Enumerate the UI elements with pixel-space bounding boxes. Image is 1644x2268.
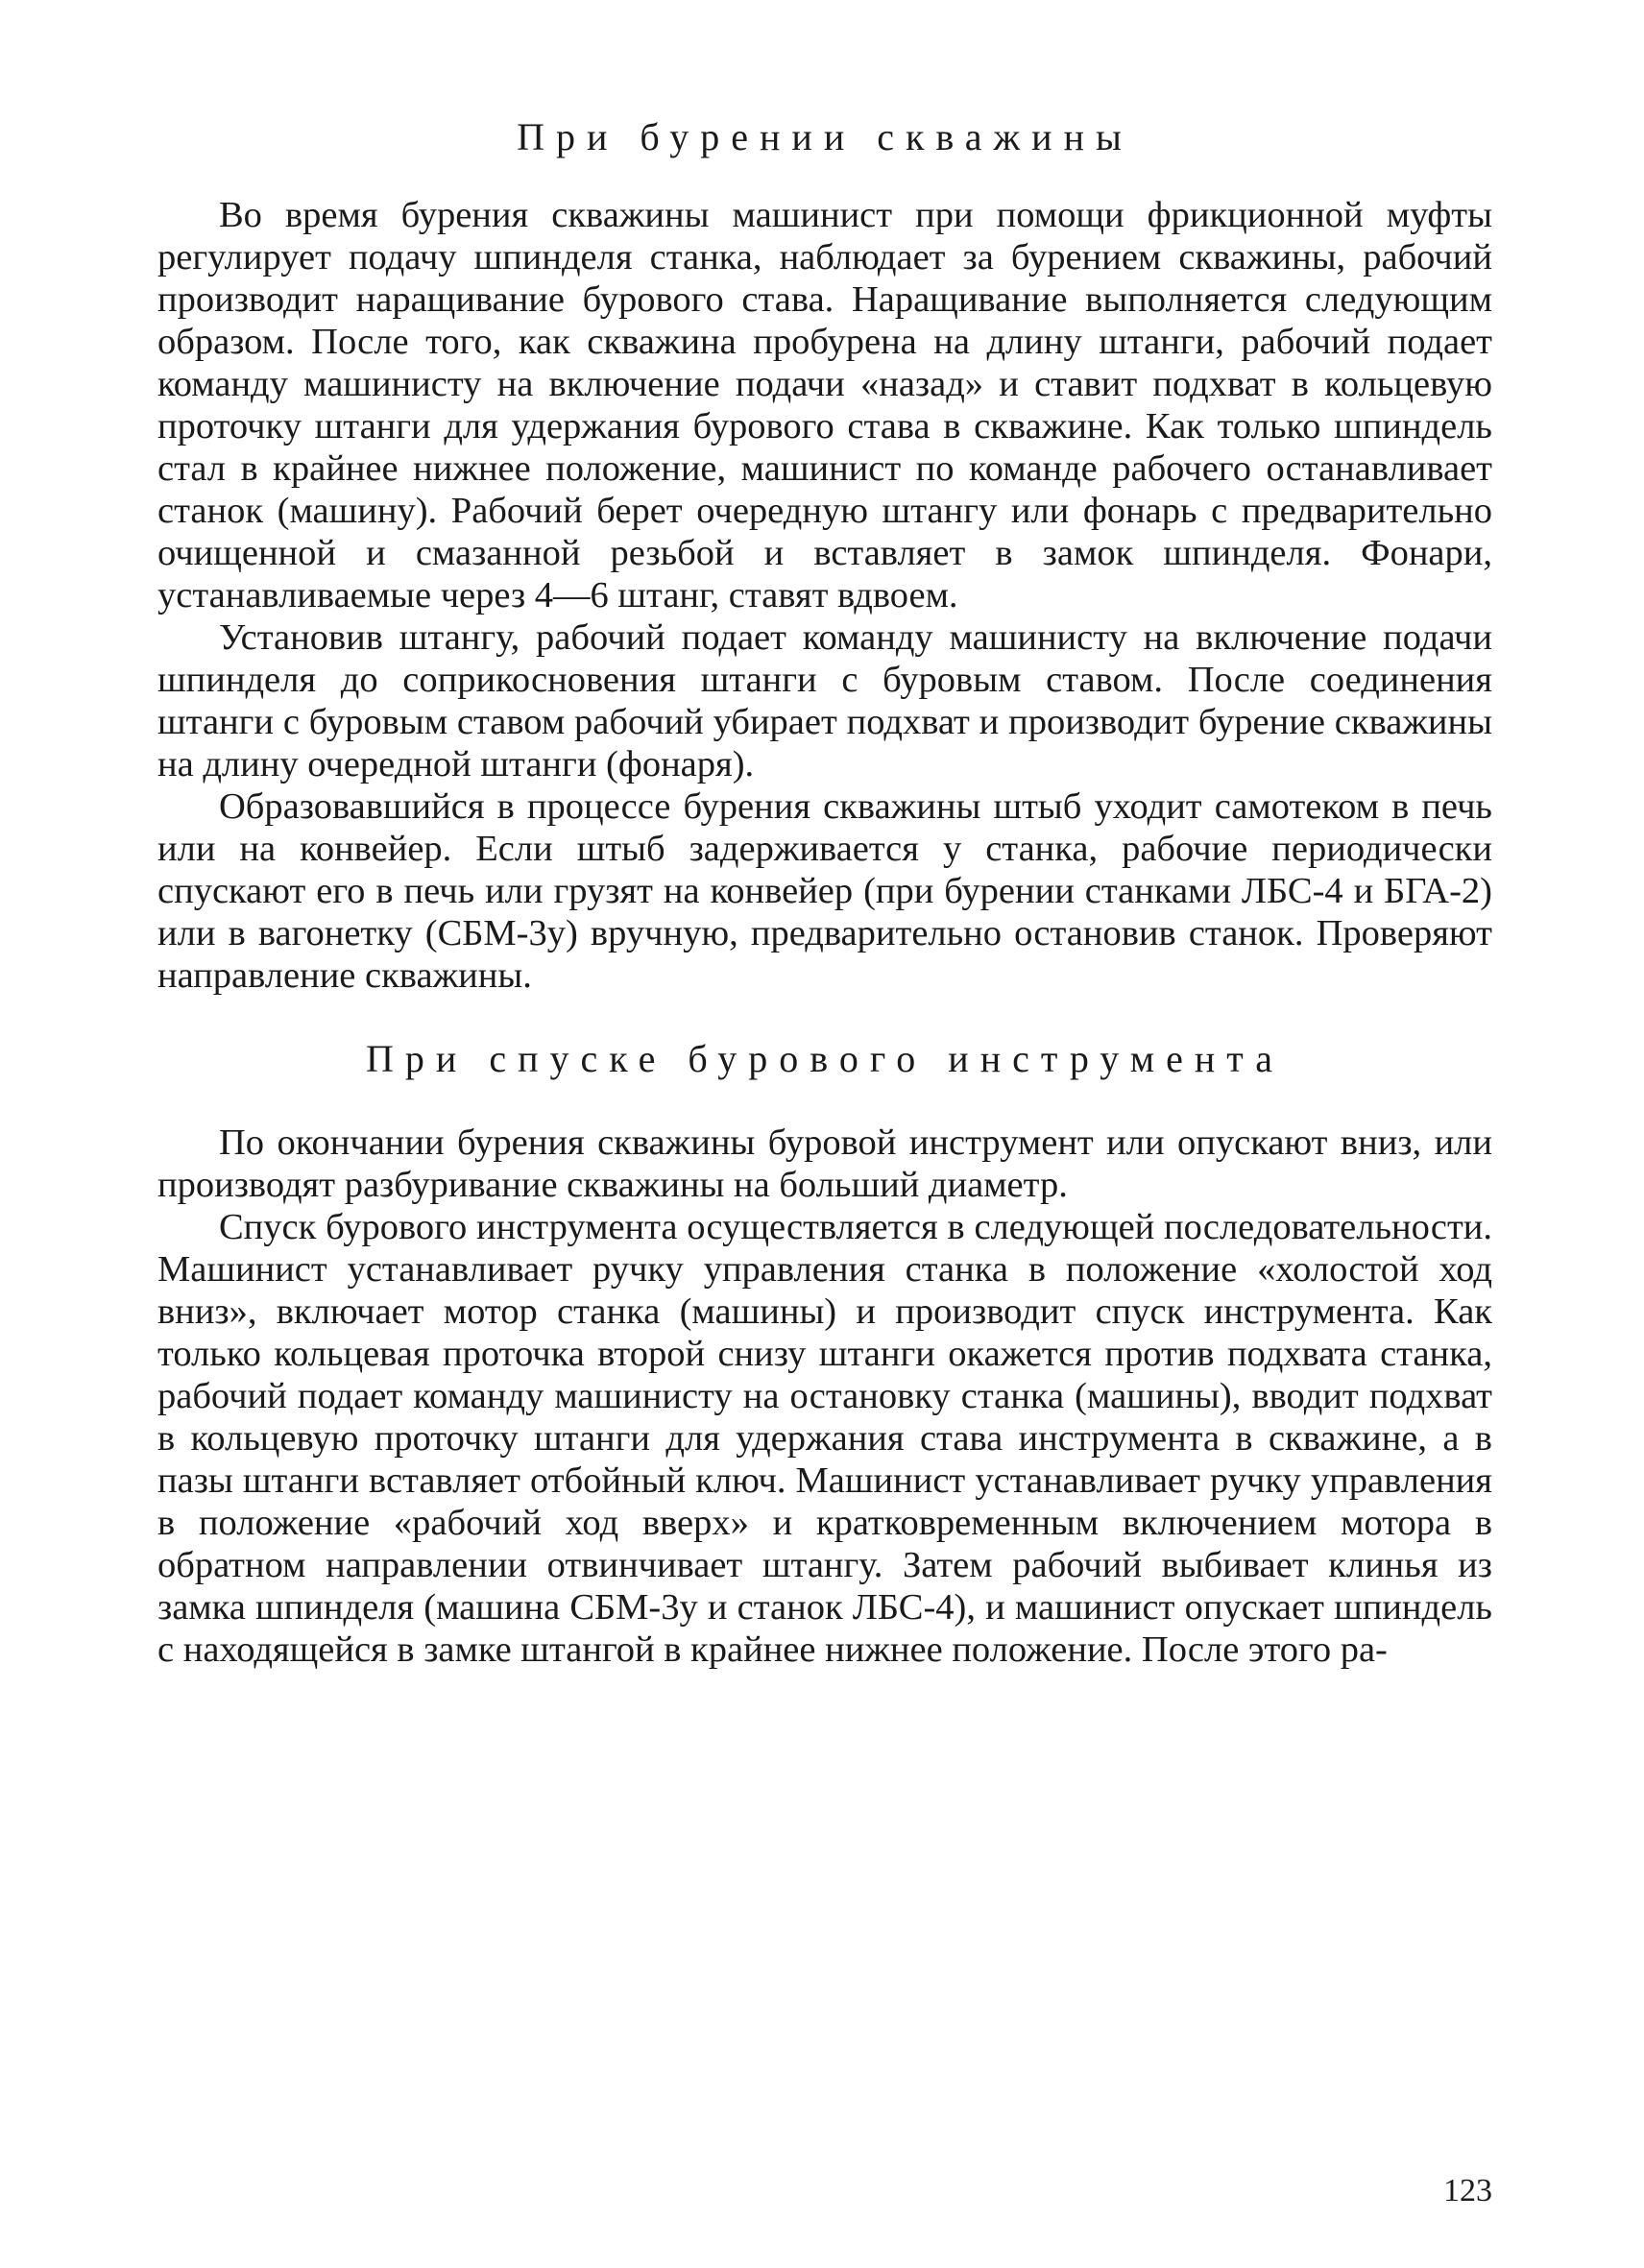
paragraph: Во время бурения скважины машинист при помощи фрикционной муфты регулирует подачу шпинделя станка, наблюдает за бурением скважины, рабочий производит наращивание бурового става. Наращивание выполняется следующим образом. После того, как скважина пробурена на длину штанги, рабочий подает команду машинисту на включение подачи «назад» и ставит подхват в кольцевую проточку штанги для удержания бурового става в скважине. Как только шпиндель стал в крайнее нижнее положение, машинист по команде рабочего останавливает станок (машину). Рабочий берет очередную штангу или фонарь с предварительно очищенной и смазанной резьбой и вставляет в замок шпинделя. Фонари, устанавливаемые через 4—6 штанг, ставят вдвоем. xyxy=(157,195,1492,615)
paragraph: По окончании бурения скважины буровой инструмент или опускают вниз, или производят разбуривание скважины на больший диаметр. xyxy=(157,1122,1492,1205)
section-heading-drilling: При бурении скважины xyxy=(517,115,1133,158)
text-column xyxy=(157,113,1492,1671)
paragraph: Образовавшийся в процессе бурения скважины штыб уходит самотеком в печь или на конвейер. Если штыб задерживается у станка, рабочие периодически спускают его в печь или грузят на конвейер (при бурении станками ЛБС-4 и БГА-2) или в вагонетку (СБМ-3у) вручную, предварительно остановив станок. Проверяют направление скважины. xyxy=(157,786,1492,996)
paragraph: Установив штангу, рабочий подает команду машинисту на включение подачи шпинделя до соприкосновения штанги с буровым ставом. После соединения штанги с буровым ставом рабочий убирает подхват и производит бурение скважины на длину очередной штанги (фонаря). xyxy=(157,617,1492,784)
section-heading-tool-lowering: При спуске бурового инструмента xyxy=(366,1037,1284,1080)
paragraph: Спуск бурового инструмента осуществляется в следующей последовательности. Машинист устанавливает ручку управления станка в положение «холостой ход вниз», включает мотор станка (машины) и производит спуск инструмента. Как только кольцевая проточка второй снизу штанги окажется против подхвата станка, рабочий подает команду машинисту на остановку станка (машины), вводит подхват в кольцевую проточку штанги для удержания става инструмента в скважине, а в пазы штанги вставляет отбойный ключ. Машинист устанавливает ручку управления в положение «рабочий ход вверх» и кратковременным включением мотора в обратном направлении отвинчивает штангу. Затем рабочий выбивает клинья из замка шпинделя (машина СБМ-3у и станок ЛБС-4), и машинист опускает шпиндель с находящейся в замке штангой в крайнее нижнее положение. После этого ра- xyxy=(157,1207,1492,1670)
page-number: 123 xyxy=(1443,2173,1492,2208)
